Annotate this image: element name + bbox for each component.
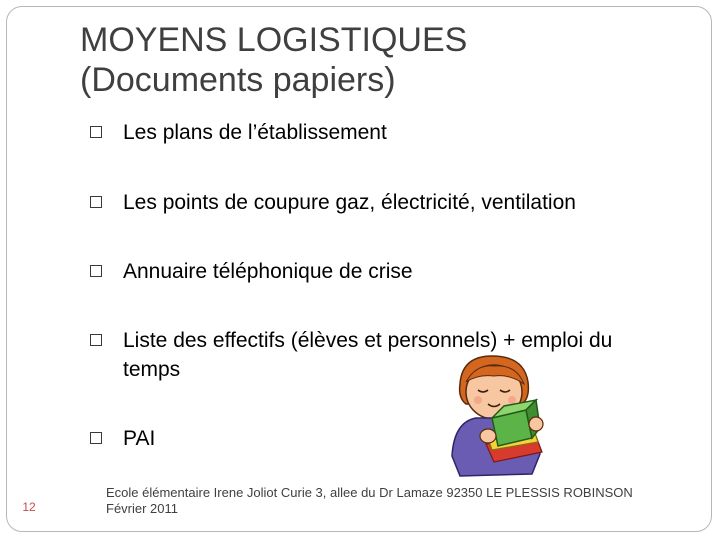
child-holding-gift-boxes-icon [432, 352, 558, 486]
footer-address: Ecole élémentaire Irene Joliot Curie 3, allee du Dr Lamaze 92350 LE PLESSIS ROBINSON [106, 485, 633, 500]
bullet-text: Liste des effectifs (élèves et personnels) + emploi du temps [123, 329, 613, 381]
slide-title-line-1: MOYENS LOGISTIQUES [80, 21, 468, 59]
bullet-text: Annuaire téléphonique de crise [123, 260, 413, 283]
page-number: 12 [22, 500, 36, 514]
bullet-item [90, 424, 670, 453]
checkbox-square-icon [90, 334, 102, 346]
slide-title-line-2: (Documents papiers) [80, 61, 396, 99]
checkbox-square-icon [90, 265, 102, 277]
bullet-text: PAI [123, 427, 156, 450]
footer-date: Février 2011 [106, 501, 179, 516]
checkbox-square-icon [90, 126, 102, 138]
bullet-text: Les plans de l’établissement [123, 121, 387, 144]
checkbox-square-icon [90, 432, 102, 444]
slide-title [80, 20, 640, 100]
bullet-item [90, 257, 670, 286]
bullet-text: Les points de coupure gaz, électricité, ventilation [123, 191, 576, 214]
footer [106, 485, 706, 517]
bullet-item [90, 188, 670, 217]
checkbox-square-icon [90, 196, 102, 208]
bullet-item [90, 118, 670, 147]
bullet-item [90, 326, 650, 384]
